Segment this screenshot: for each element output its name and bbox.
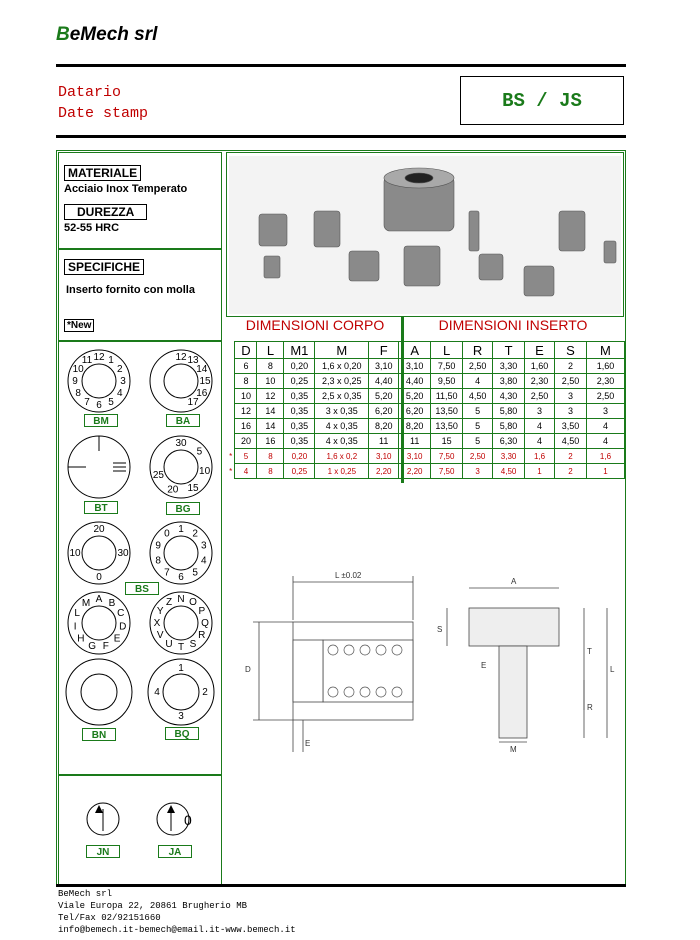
tag-bs: BS [125,582,159,595]
tag-bt: BT [84,501,118,514]
ba-ring-label: 17 [187,396,199,408]
section-corpo: DIMENSIONI CORPO [245,317,385,333]
table-cell: 2,20 [399,464,431,479]
alpha2-ring-label: O [189,597,197,609]
alpha2-ring-label: R [198,630,206,641]
table-cell: 13,50 [431,404,463,419]
table-cell: 10 [257,374,284,389]
durezza-value: 52-55 HRC [64,222,120,234]
bn-stamp-inner [81,674,117,710]
table-cell: 5 [235,449,257,464]
table-cell: 2 [554,449,586,464]
table-header-cell: R [463,342,493,359]
alpha2-ring-label: S [189,638,197,650]
table-cell: 3 x 0,35 [315,404,369,419]
bs2-ring-label: 0 [164,528,170,540]
bg-ring-label: 15 [187,482,199,494]
bs-digits-inner [164,536,198,570]
header-rule [56,135,626,138]
footer-company: BeMech srl [58,889,113,899]
photo-main-hole [405,173,433,183]
label-E: E [305,739,311,748]
alpha1-ring-label: L [74,608,80,619]
bg-ring-label: 20 [167,484,179,496]
alpha2-ring-label: U [165,638,173,650]
section-inserto: DIMENSIONI INSERTO [438,317,588,333]
table-cell: 1 [586,464,624,479]
table-cell: 4 [586,419,624,434]
table-cell: 0,20 [284,449,315,464]
table-cell: 4,40 [399,374,431,389]
bs2-ring-label: 6 [178,572,184,583]
alpha1-ring-label: B [108,597,116,609]
table-cell: 7,50 [431,464,463,479]
table-cell: 11 [369,434,399,449]
bs2-ring-label: 8 [155,555,161,567]
table-cell: 4 [463,374,493,389]
bq-ring-label: 3 [178,711,184,722]
table-cell: 5,80 [493,404,525,419]
photo-part-5 [404,246,440,286]
bm-ring-label: 10 [72,364,84,375]
alpha2-ring-label: V [156,630,164,641]
table-cell: 0,35 [284,434,315,449]
alpha1-ring-label: F [102,641,109,652]
table-header-cell: A [399,342,431,359]
table-cell: 2,20 [369,464,399,479]
bs2-ring-label: 5 [192,567,198,579]
bg-stamp-inner [164,450,198,484]
label-L-tol: L ±0.02 [335,571,362,580]
table-cell: 3,50 [554,419,586,434]
company-logo: BeMech srl [56,24,158,45]
bm-ring-label: 9 [72,376,78,387]
table-cell: 16 [257,434,284,449]
table-cell: 2,50 [586,389,624,404]
new-badge: *New [64,315,94,333]
insert-head [293,640,323,702]
bm-ring-label: 12 [93,352,105,363]
insert-shank-side [499,646,527,738]
table-cell: 3,10 [399,359,431,374]
ba-ring-label: 16 [196,388,208,399]
table-cell: 5 [463,434,493,449]
table-cell: 20 [235,434,257,449]
bs2-ring-label: 2 [192,528,198,540]
label-D: D [245,665,251,674]
table-cell [227,419,235,434]
table-cell: 0,25 [284,464,315,479]
product-code-box: BS / JS [460,76,624,125]
table-cell: 6,30 [493,434,525,449]
alpha1-ring-label: M [81,597,91,609]
title-italian: Datario [58,84,122,101]
alpha2-ring-label: T [177,642,185,653]
alpha2-ring-label: N [177,594,185,605]
bm-ring-label: 7 [84,396,90,408]
table-cell: * [229,451,233,461]
bq-ring-label: 2 [202,687,208,698]
table-row [227,389,625,404]
bore [323,640,413,702]
top-rule [56,64,626,67]
alpha1-ring-label: A [95,594,103,605]
bn-stamp-outer [66,659,132,725]
table-row [227,404,625,419]
table-cell: 1,60 [525,359,555,374]
table-row [227,374,625,389]
table-cell [227,374,235,389]
ja-digit: 0 [184,812,192,828]
ba-ring-label: 14 [196,364,208,375]
bg-ring-label: 30 [175,438,187,449]
label-L2: L [610,665,615,674]
table-cell: 2,30 [525,374,555,389]
bm-ring-label: 11 [81,355,93,367]
jn-arrow-icon [95,805,103,813]
alpha1-stamp-inner [82,606,116,640]
table-cell: 3 [554,389,586,404]
table-cell: 8 [257,464,284,479]
alpha2-ring-label: Y [156,606,164,617]
table-cell: 4 [525,419,555,434]
table-header-cell: L [431,342,463,359]
technical-drawing [229,560,621,760]
table-cell: 2,50 [525,389,555,404]
table-cell: 2,5 x 0,35 [315,389,369,404]
table-cell: 11,50 [431,389,463,404]
table-cell: 3 [463,464,493,479]
tag-bn: BN [82,728,116,741]
ba-stamp-inner [164,364,198,398]
alpha1-ring-label: E [113,633,121,645]
table-cell: 4,50 [554,434,586,449]
table-row [227,359,625,374]
table-cell: 12 [235,404,257,419]
footer-email: info@bemech.it-bemech@email.it-www.bemech.it [58,925,296,935]
ja-arrow-icon [167,805,175,813]
alpha2-ring-label: Q [201,618,209,629]
table-cell: 14 [257,404,284,419]
table-row [227,464,625,479]
bs-ring-label: 20 [93,524,105,535]
bm-ring-label: 1 [108,355,114,367]
specifiche-text: Inserto fornito con molla [66,284,195,296]
table-cell: 6,20 [369,404,399,419]
table-cell: 1,60 [586,359,624,374]
bm-ring-label: 2 [117,364,123,375]
table-cell: 3,80 [493,374,525,389]
bs-ring-label: 0 [96,572,102,583]
bm-stamp-inner [82,364,116,398]
table-cell: 13,50 [431,419,463,434]
alpha2-ring-label: Z [165,597,173,609]
table-cell: 2,50 [463,359,493,374]
table-cell: 0,25 [284,374,315,389]
tag-bg: BG [166,502,200,515]
label-R: R [587,703,593,712]
table-header-cell: S [554,342,586,359]
bm-ring-label: 6 [96,400,102,411]
table-cell: 0,35 [284,389,315,404]
tag-ja: JA [158,845,192,858]
bm-ring-label: 3 [120,376,126,387]
bs-stamp-inner [82,536,116,570]
label-A: A [511,577,517,586]
tag-bq: BQ [165,727,199,740]
bm-ring-label: 5 [108,396,114,408]
table-cell: 2 [554,359,586,374]
table-cell: 3,10 [399,449,431,464]
bs2-ring-label: 4 [201,555,207,567]
table-cell: 14 [257,419,284,434]
bm-ring-label: 8 [75,388,81,399]
table-cell: 15 [431,434,463,449]
bs-ring-label: 30 [117,548,129,559]
table-cell: 9,50 [431,374,463,389]
table-cell: 4 [235,464,257,479]
footer-address [58,888,296,936]
table-row [227,419,625,434]
ba-ring-label: 15 [199,376,211,387]
bg-ring-label: 10 [199,466,211,478]
alpha1-ring-label: D [119,621,127,633]
footer-street: Viale Europa 22, 20861 Brugherio MB [58,901,248,911]
table-cell: 4 x 0,35 [315,419,369,434]
table-header-spacer [227,342,235,359]
table-cell: 2,50 [463,449,493,464]
table-header-cell: T [493,342,525,359]
table-cell: 5,80 [493,419,525,434]
table-cell: 4,50 [463,389,493,404]
table-cell: 10 [235,389,257,404]
table-cell: 2,50 [554,374,586,389]
table-cell: 1,6 [586,449,624,464]
table-cell: 5,20 [369,389,399,404]
table-header-cell: E [525,342,555,359]
photo-part-1 [259,214,287,246]
table-cell: 6 [235,359,257,374]
table-cell: 8 [235,374,257,389]
bm-ring-label: 4 [117,388,123,399]
table-cell: 3,10 [369,359,399,374]
bg-ring-label: 5 [196,446,203,458]
table-header-cell: M [586,342,624,359]
table-cell: 4,40 [369,374,399,389]
table-cell: 3,30 [493,449,525,464]
product-photo [229,156,621,314]
table-cell [227,389,235,404]
table-cell: 3 [554,404,586,419]
table-cell [227,359,235,374]
table-cell: 3 [586,404,624,419]
table-cell: 8,20 [369,419,399,434]
table-cell: 0,35 [284,404,315,419]
table-cell: 5,20 [399,389,431,404]
table-cell: 1,6 [525,449,555,464]
table-cell: 8 [257,359,284,374]
table-cell: 1,6 x 0,2 [315,449,369,464]
table-cell: 1 x 0,25 [315,464,369,479]
bs2-ring-label: 3 [201,540,207,552]
table-header-cell: D [235,342,257,359]
alpha1-ring-label: I [73,621,77,633]
table-cell: 7,50 [431,449,463,464]
bs-ring-label: 10 [69,548,81,559]
photo-part-6 [479,254,503,280]
table-cell: 1 [525,464,555,479]
label-M: M [510,745,517,754]
table-header-cell: M1 [284,342,315,359]
bs2-ring-label: 7 [164,567,170,579]
table-row [227,449,625,464]
page-title [58,82,148,124]
table-cell: 4 [525,434,555,449]
table-cell [227,404,235,419]
table-cell: 2 [554,464,586,479]
label-S: S [437,625,443,634]
table-cell: 6,20 [399,404,431,419]
alpha2-ring-label: X [153,618,161,629]
title-english: Date stamp [58,105,149,122]
table-cell: * [229,466,233,476]
tag-jn: JN [86,845,120,858]
table-cell: 3,10 [369,449,399,464]
label-E2: E [481,661,487,670]
table-cell: 11 [399,434,431,449]
alpha1-ring-label: H [77,633,85,645]
table-cell: 0,35 [284,419,315,434]
table-header-cell: M [315,342,369,359]
bq-ring-label: 1 [178,663,184,674]
materiale-value: Acciaio Inox Temperato [64,183,188,195]
materiale-label: MATERIALE [64,164,141,182]
tag-ba: BA [166,414,200,427]
table-cell: 4,30 [493,389,525,404]
photo-pin-1 [469,211,479,251]
table-cell [227,434,235,449]
table-row [227,434,625,449]
photo-part-2 [314,211,340,247]
table-cell: 5 [463,419,493,434]
table-cell: 4,50 [493,464,525,479]
table-header-cell: L [257,342,284,359]
dimensions-table [227,341,625,479]
table-cell: 4 x 0,35 [315,434,369,449]
bs2-ring-label: 1 [178,524,184,535]
photo-part-3 [264,256,280,278]
table-cell: 8,20 [399,419,431,434]
label-T: T [587,647,592,656]
table-cell: 1,6 x 0,20 [315,359,369,374]
table-cell: 5 [463,404,493,419]
bs2-ring-label: 9 [155,540,161,552]
table-cell: 3 [525,404,555,419]
footer-rule [56,884,626,887]
bq-stamp-inner [163,674,199,710]
table-cell: 4 [586,434,624,449]
table-cell: 16 [235,419,257,434]
table-cell: 2,3 x 0,25 [315,374,369,389]
alpha2-ring-label: P [198,606,206,617]
photo-part-8 [524,266,554,296]
table-header-cell: F [369,342,399,359]
table-cell: 7,50 [431,359,463,374]
table-header-row [227,342,625,359]
table-cell: 8 [257,449,284,464]
ba-ring-label: 13 [187,355,199,367]
table-cell: 12 [257,389,284,404]
insert-head-side [469,608,559,646]
specifiche-label: SPECIFICHE [64,258,144,276]
alpha2-stamp-inner [164,606,198,640]
footer-phone: Tel/Fax 02/92151660 [58,913,161,923]
photo-part-7 [559,211,585,251]
ba-ring-label: 12 [175,352,187,363]
durezza-label: DUREZZA [64,203,147,221]
table-cell: 2,30 [586,374,624,389]
bq-ring-label: 4 [154,687,160,698]
bg-ring-label: 25 [152,470,164,482]
alpha1-ring-label: C [117,608,125,619]
tag-bm: BM [84,414,118,427]
alpha1-ring-label: G [88,641,97,652]
table-cell: 3,30 [493,359,525,374]
photo-part-9 [604,241,616,263]
table-cell: 0,20 [284,359,315,374]
photo-part-4 [349,251,379,281]
